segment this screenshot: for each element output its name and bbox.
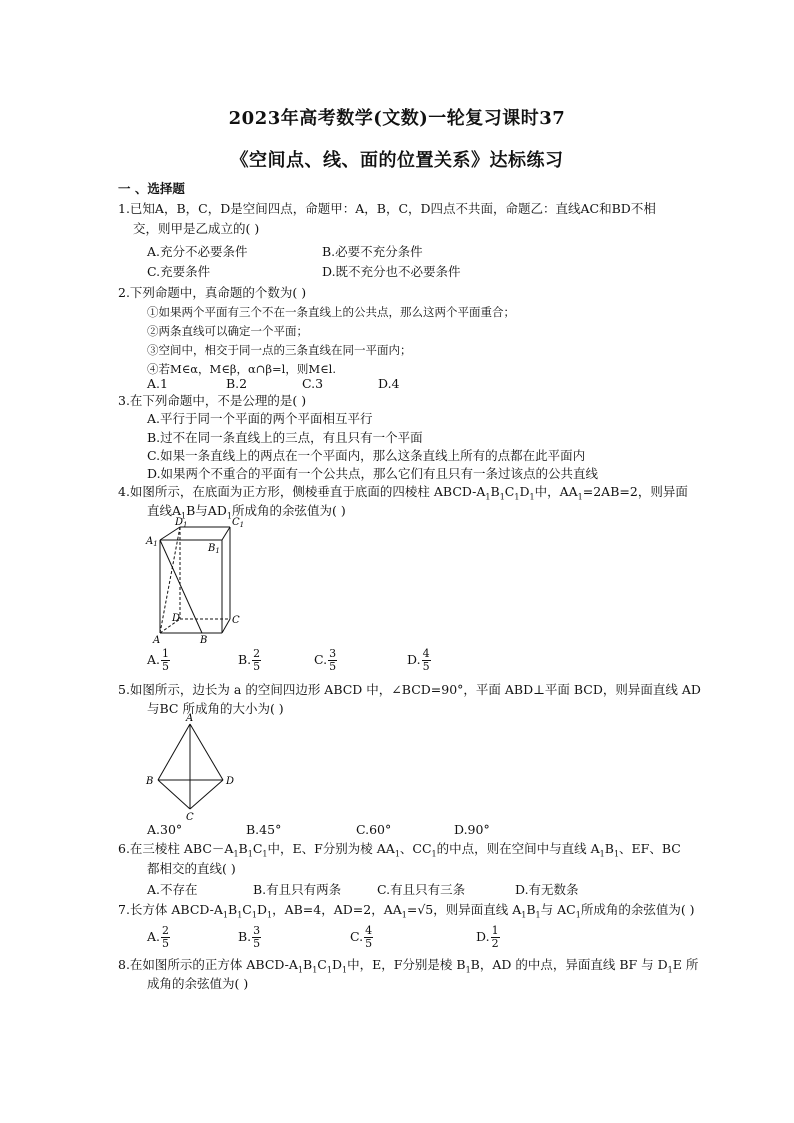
label-a: A — [153, 635, 161, 645]
label-c: C — [232, 615, 240, 626]
label-a: A — [186, 713, 194, 724]
edge-ad — [190, 724, 223, 780]
q2-statement-4: ④若M∈α，M∈β，α∩β=l，则M∈l. — [147, 362, 336, 376]
label-a1: $A_1$ — [146, 536, 158, 548]
edge-bc — [222, 619, 230, 633]
q3-stem: 3.在下列命题中，不是公理的是( ) — [118, 393, 307, 408]
q2-option-c: C.3 — [302, 376, 324, 391]
q6-option-b: B.有且只有两条 — [253, 882, 342, 897]
label-d: D — [172, 613, 181, 624]
doc-title-line1: 2023年高考数学(文数)一轮复习课时37 — [228, 108, 566, 129]
q3-option-a: A.平行于同一个平面的两个平面相互平行 — [147, 411, 373, 426]
q1-stem-line2: 交，则甲是乙成立的( ) — [133, 221, 260, 236]
label-d: D — [226, 776, 235, 787]
q5-option-d: D.90° — [454, 822, 490, 837]
q5-option-a: A.30° — [147, 822, 183, 837]
q4-prism-figure — [140, 515, 250, 645]
q4-stem-line1: 4.如图所示，在底面为正方形，侧棱垂直于底面的四棱柱 ABCD-$A_1B_1C_1D_1$中，$AA_1=2AB=2$，则异面 — [118, 484, 688, 502]
q6-option-d: D.有无数条 — [515, 882, 579, 897]
q5-option-c: C.60° — [356, 822, 392, 837]
q2-statement-3: ③空间中，相交于同一点的三条直线在同一平面内； — [147, 343, 412, 357]
q6-stem-line2: 都相交的直线( ) — [147, 861, 236, 876]
q1-option-d: D.既不充分也不必要条件 — [322, 264, 461, 279]
q1-option-a: A.充分不必要条件 — [147, 244, 248, 259]
doc-title-line2: 《空间点、线、面的位置关系》达标练习 — [230, 150, 564, 171]
q5-tetrahedron-figure — [140, 712, 250, 822]
q4-option-c: C. $\frac{3}{5}$ — [314, 647, 337, 673]
section-heading: 一 、选择题 — [118, 181, 185, 196]
q5-option-b: B.45° — [246, 822, 282, 837]
q7-option-d: D. $\frac{1}{2}$ — [476, 924, 499, 950]
q6-stem-line1: 6.在三棱柱 $ABC-A_1B_1C_1$中，E、F分别为棱 $AA_1$、$CC_1$的中点，则在空间中与直线 $A_1B_1$、EF、BC — [118, 841, 681, 859]
q5-stem-line2: 与BC 所成角的大小为( ) — [147, 701, 284, 716]
q7-option-a: A. $\frac{2}{5}$ — [147, 924, 170, 950]
edge-ab — [158, 724, 190, 780]
label-c: C — [186, 812, 194, 822]
q7-stem: 7.长方体 ABCD-$A_1B_1C_1D_1$，AB=4，AD=2，$AA_1=√5$，则异面直线 $A_1B_1$与 $AC_1$所成角的余弦值为( ) — [118, 902, 695, 920]
q7-option-b: B. $\frac{3}{5}$ — [238, 924, 261, 950]
q4-option-d: D. $\frac{4}{5}$ — [407, 647, 430, 673]
q1-option-c: C.充要条件 — [147, 264, 211, 279]
q2-statement-2: ②两条直线可以确定一个平面； — [147, 324, 308, 338]
label-b1: $B_1$ — [208, 543, 220, 555]
q8-stem-line2: 成角的余弦值为( ) — [147, 976, 249, 991]
q4-option-a: A. $\frac{1}{5}$ — [147, 647, 170, 673]
edge-cd — [190, 780, 223, 809]
q1-option-b: B.必要不充分条件 — [322, 244, 423, 259]
q4-option-b: B. $\frac{2}{5}$ — [238, 647, 261, 673]
q2-option-a: A.1 — [147, 376, 168, 391]
q6-option-c: C.有且只有三条 — [377, 882, 466, 897]
q2-statement-1: ①如果两个平面有三个不在一条直线上的公共点，那么这两个平面重合； — [147, 305, 515, 319]
q7-option-c: C. $\frac{4}{5}$ — [350, 924, 373, 950]
q6-option-a: A.不存在 — [147, 882, 198, 897]
label-d1: $D_1$ — [175, 517, 188, 529]
q2-option-b: B.2 — [226, 376, 248, 391]
q2-option-d: D.4 — [378, 376, 400, 391]
q5-stem-line1: 5.如图所示，边长为 a 的空间四边形 ABCD 中，∠BCD=90°，平面 ABD⊥平面 BCD，则异面直线 AD — [118, 682, 701, 697]
q2-stem: 2.下列命题中，真命题的个数为( ) — [118, 285, 307, 300]
q3-option-c: C.如果一条直线上的两点在一个平面内，那么这条直线上所有的点都在此平面内 — [147, 448, 586, 463]
edge-a1d1 — [160, 527, 180, 540]
q3-option-d: D.如果两个不重合的平面有一个公共点，那么它们有且只有一条过该点的公共直线 — [147, 466, 599, 481]
label-b: B — [200, 635, 208, 645]
edge-bc — [158, 780, 190, 809]
q1-stem-line1: 1.已知A，B，C，D是空间四点，命题甲：A，B，C，D四点不共面，命题乙：直线AC和BD不相 — [118, 201, 656, 216]
label-c1: $C_1$ — [232, 517, 245, 529]
label-b: B — [146, 776, 154, 787]
q8-stem-line1: 8.在如图所示的正方体 ABCD-$A_1B_1C_1D_1$中，E，F分别是棱 $B_1B$，AD 的中点，异面直线 BF 与 $D_1E$ 所 — [118, 957, 699, 975]
q3-option-b: B.过不在同一条直线上的三点，有且只有一个平面 — [147, 430, 423, 445]
q4-stem-line2: 直线$A_1B$与$AD_1$所成角的余弦值为( ) — [147, 503, 346, 521]
edge-c1b1 — [222, 527, 230, 540]
